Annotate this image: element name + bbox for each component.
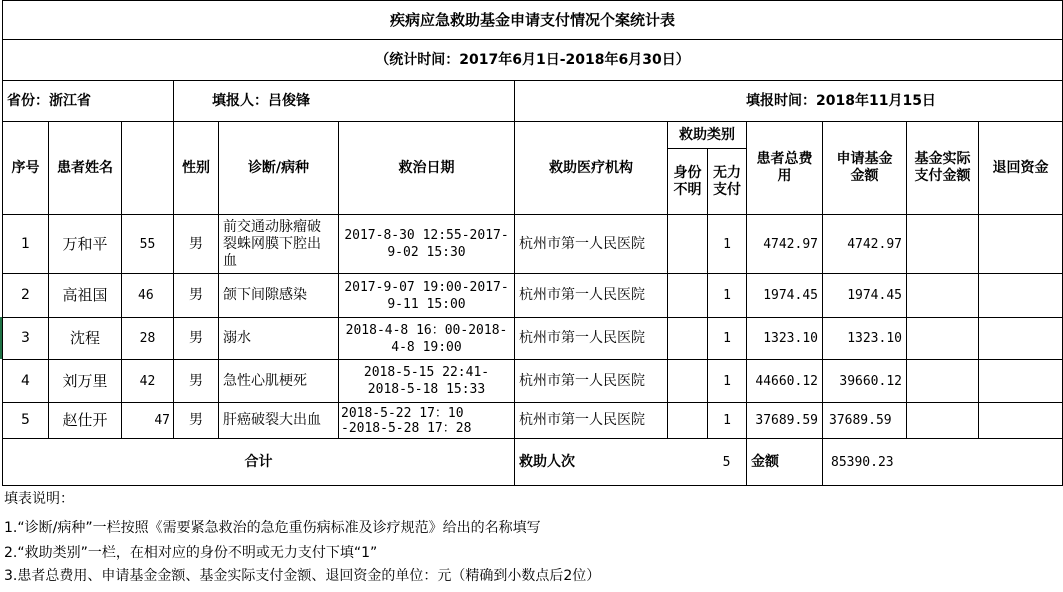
row5-gender[interactable]: 男 — [189, 412, 203, 428]
row3-diagnosis[interactable]: 溺水 — [223, 330, 251, 346]
header-unknown-id[interactable]: 身份不明 — [673, 164, 702, 198]
row4-unable-pay[interactable]: 1 — [723, 373, 731, 389]
header-name[interactable]: 患者姓名 — [57, 159, 113, 176]
row5-name[interactable]: 赵仕开 — [62, 411, 108, 429]
totals-label[interactable]: 合计 — [244, 453, 273, 470]
row5-institution[interactable]: 杭州市第一人民医院 — [519, 412, 645, 428]
row1-institution[interactable]: 杭州市第一人民医院 — [519, 235, 645, 252]
row4-unknown-id[interactable] — [668, 360, 707, 402]
header-seq[interactable]: 序号 — [11, 159, 40, 176]
row1-diagnosis[interactable]: 前交通动脉瘤破裂蛛网膜下腔出血 — [223, 218, 321, 269]
row2-unknown-id[interactable] — [668, 274, 707, 317]
amount-value[interactable]: 85390.23 — [831, 454, 894, 470]
row1-gender[interactable]: 男 — [189, 235, 203, 252]
note-1[interactable]: 1.“诊断/病种”一栏按照《需要紧急救治的急危重伤病标准及诊疗规范》给出的名称填写 — [4, 520, 541, 536]
row5-actual-pay[interactable] — [907, 403, 978, 438]
row-selection-marker — [0, 317, 2, 359]
note-3[interactable]: 3.患者总费用、申请基金金额、基金实际支付金额、退回资金的单位：元（精确到小数点后2位） — [4, 568, 601, 584]
row3-unable-pay[interactable]: 1 — [723, 331, 731, 346]
row4-total-cost[interactable]: 44660.12 — [755, 373, 818, 389]
row3-institution[interactable]: 杭州市第一人民医院 — [519, 330, 645, 346]
row4-institution[interactable]: 杭州市第一人民医院 — [519, 372, 645, 389]
row4-refund[interactable] — [979, 360, 1062, 402]
row2-actual-pay[interactable] — [907, 274, 978, 317]
grid-line — [514, 80, 515, 122]
row1-seq[interactable]: 1 — [21, 235, 30, 252]
row3-total-cost[interactable]: 1323.10 — [763, 331, 818, 346]
row4-diagnosis[interactable]: 急性心肌梗死 — [223, 372, 307, 389]
row2-name[interactable]: 高祖国 — [62, 286, 108, 304]
row3-apply-amount[interactable]: 1323.10 — [847, 331, 902, 346]
row1-name[interactable]: 万和平 — [62, 234, 108, 253]
grid-line — [2, 485, 1063, 486]
fill-time-cell[interactable]: 填报时间：2018年11月15日 — [746, 92, 936, 109]
aid-count-value[interactable]: 5 — [722, 454, 731, 470]
filler-cell[interactable]: 填报人：吕俊锋 — [212, 92, 310, 109]
row1-unknown-id[interactable] — [668, 215, 707, 273]
row1-age[interactable]: 55 — [139, 236, 156, 252]
note-2[interactable]: 2.“救助类别”一栏，在相对应的身份不明或无力支付下填“1” — [4, 545, 378, 561]
province-cell[interactable]: 省份：浙江省 — [7, 92, 91, 109]
row4-age[interactable]: 42 — [139, 373, 156, 389]
header-total-cost[interactable]: 患者总费用 — [756, 151, 813, 184]
statistics-period[interactable]: （统计时间：2017年6月1日-2018年6月30日） — [375, 51, 690, 68]
header-aid-type[interactable]: 救助类别 — [679, 126, 735, 143]
row5-seq[interactable]: 5 — [21, 412, 30, 428]
row5-apply-amount[interactable]: 37689.59 — [829, 413, 892, 428]
row4-actual-pay[interactable] — [907, 360, 978, 402]
row2-apply-amount[interactable]: 1974.45 — [847, 288, 902, 303]
row3-actual-pay[interactable] — [907, 318, 978, 359]
row1-date[interactable]: 2017-8-30 12:55-2017-9-02 15:30 — [344, 228, 509, 260]
row4-seq[interactable]: 4 — [21, 372, 30, 389]
header-unable-pay[interactable]: 无力支付 — [713, 164, 741, 198]
row2-unable-pay[interactable]: 1 — [723, 288, 731, 303]
row3-refund[interactable] — [979, 318, 1062, 359]
row3-name[interactable]: 沈程 — [69, 329, 100, 347]
header-apply-amount[interactable]: 申请基金金额 — [836, 151, 893, 184]
row3-gender[interactable]: 男 — [189, 330, 203, 346]
row4-name[interactable]: 刘万里 — [62, 371, 108, 390]
grid-line — [173, 80, 174, 122]
row5-unable-pay[interactable]: 1 — [723, 413, 731, 428]
row2-gender[interactable]: 男 — [189, 287, 203, 303]
row2-date[interactable]: 2017-9-07 19:00-2017-9-11 15:00 — [344, 279, 509, 312]
header-diagnosis[interactable]: 诊断/病种 — [247, 159, 310, 176]
header-actual-pay[interactable]: 基金实际支付金额 — [914, 151, 971, 184]
row2-diagnosis[interactable]: 颌下间隙感染 — [223, 287, 307, 303]
row4-gender[interactable]: 男 — [189, 372, 203, 389]
row1-refund[interactable] — [979, 215, 1062, 273]
row3-seq[interactable]: 3 — [21, 330, 30, 346]
row3-date[interactable]: 2018-4-8 16：00-2018-4-8 19:00 — [345, 322, 508, 355]
row2-refund[interactable] — [979, 274, 1062, 317]
row4-apply-amount[interactable]: 39660.12 — [839, 373, 902, 389]
header-date[interactable]: 救治日期 — [398, 159, 455, 176]
row4-date[interactable]: 2018-5-15 22:41-2018-5-18 15:33 — [363, 365, 490, 397]
aid-count-label[interactable]: 救助人次 — [519, 453, 575, 470]
row5-unknown-id[interactable] — [668, 403, 707, 438]
header-institution[interactable]: 救助医疗机构 — [549, 159, 633, 176]
header-gender[interactable]: 性别 — [182, 159, 210, 176]
header-refund[interactable]: 退回资金 — [992, 159, 1049, 176]
row1-apply-amount[interactable]: 4742.97 — [847, 236, 902, 252]
row3-age[interactable]: 28 — [139, 331, 156, 346]
row5-date[interactable]: 2018-5-22 17：10 -2018-5-28 17：28 — [341, 405, 472, 436]
row5-age[interactable]: 47 — [154, 413, 170, 428]
row2-seq[interactable]: 2 — [21, 287, 30, 303]
row2-age[interactable]: 46 — [138, 288, 154, 303]
row1-actual-pay[interactable] — [907, 215, 978, 273]
row2-total-cost[interactable]: 1974.45 — [763, 288, 818, 303]
row5-refund[interactable] — [979, 403, 1062, 438]
notes-heading[interactable]: 填表说明： — [4, 491, 74, 507]
row1-total-cost[interactable]: 4742.97 — [763, 236, 818, 252]
row1-unable-pay[interactable]: 1 — [723, 236, 731, 252]
sheet-title[interactable]: 疾病应急救助基金申请支付情况个案统计表 — [389, 10, 675, 29]
row5-total-cost[interactable]: 37689.59 — [755, 413, 818, 428]
row3-unknown-id[interactable] — [668, 318, 707, 359]
amount-label[interactable]: 金额 — [751, 453, 779, 470]
row2-institution[interactable]: 杭州市第一人民医院 — [519, 287, 645, 303]
row5-diagnosis[interactable]: 肝癌破裂大出血 — [223, 412, 321, 428]
